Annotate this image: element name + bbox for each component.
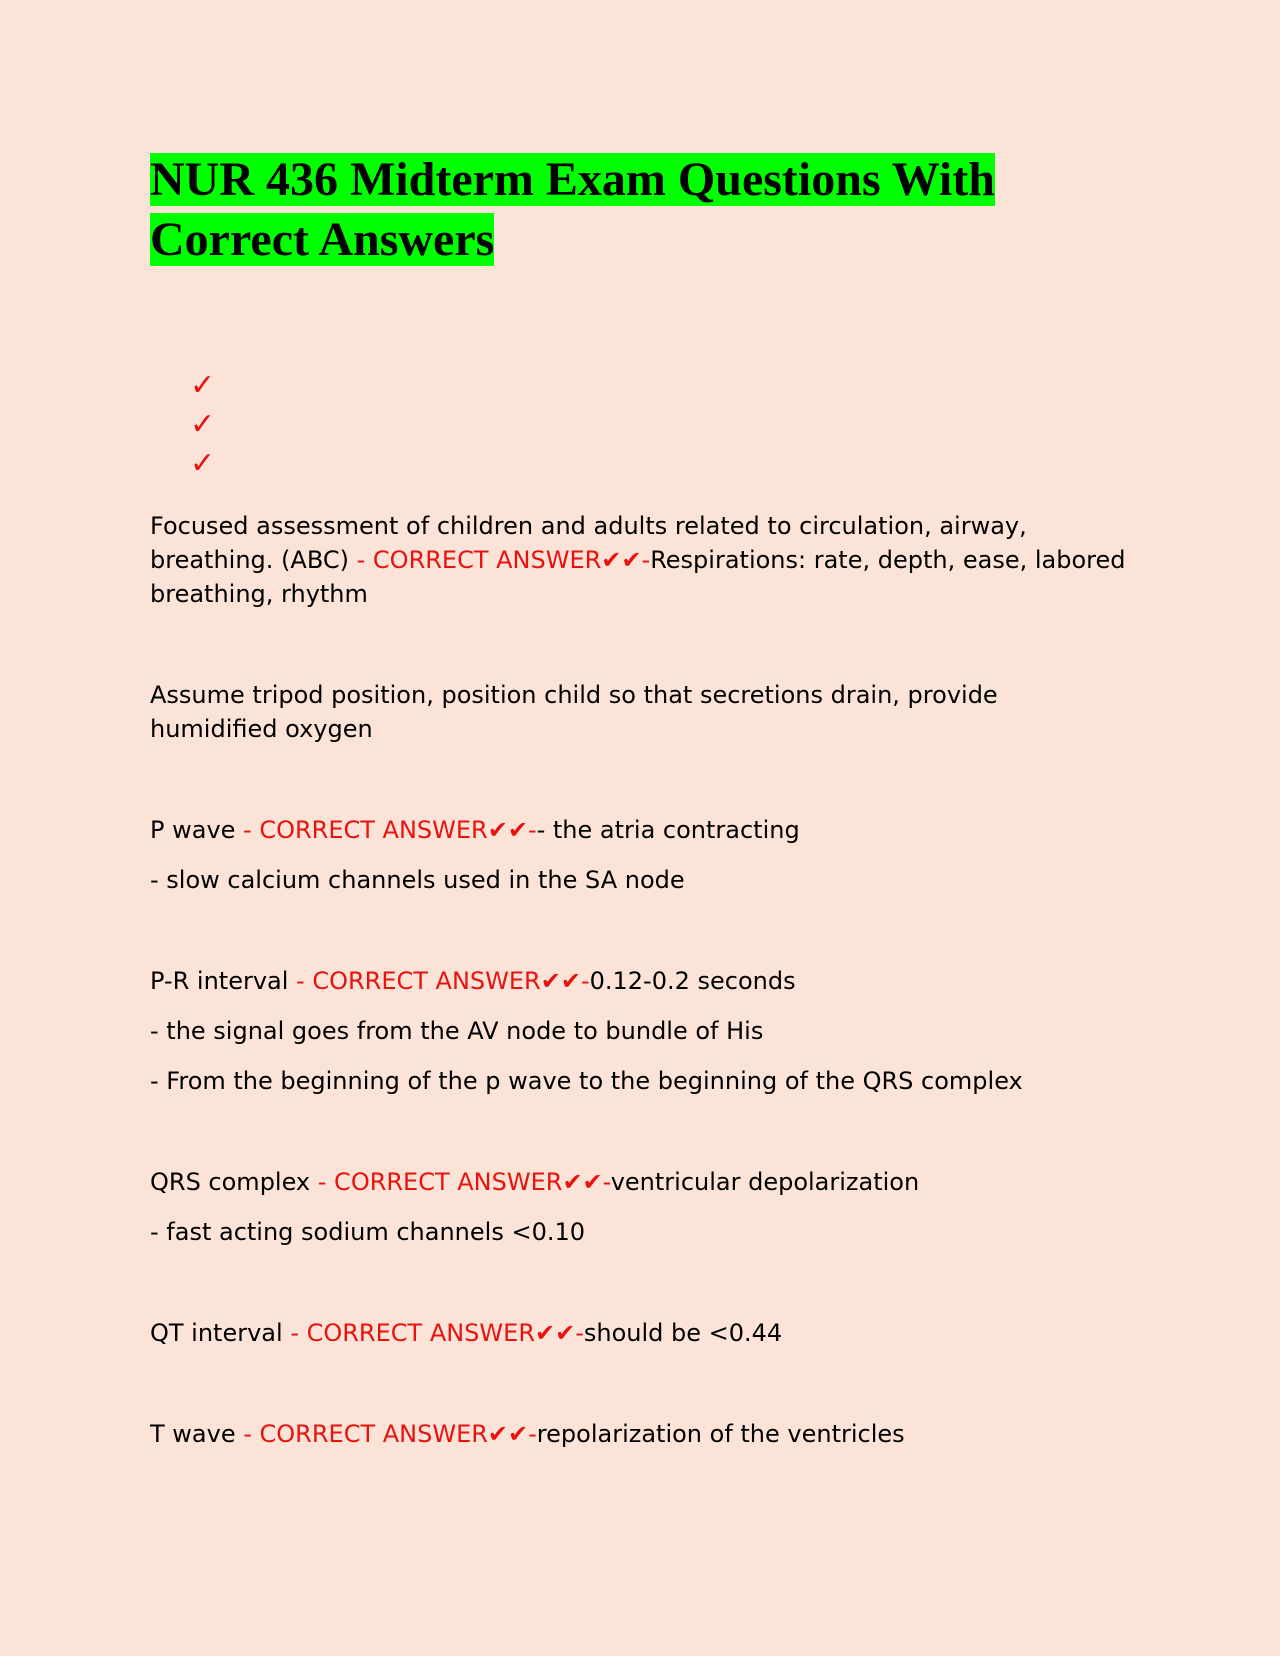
checkmark-list	[150, 366, 1130, 483]
question-text: QRS complex	[150, 1168, 318, 1196]
qa-item-qrs-complex	[150, 1165, 1130, 1249]
question-text: P-R interval	[150, 967, 297, 995]
document-page	[150, 150, 1130, 1451]
qa-line	[150, 964, 1130, 998]
answer-text: Respirations: rate, depth, ease, labored breathing, rhythm	[150, 546, 1126, 608]
qa-item-pr-interval	[150, 964, 1130, 1098]
qa-line	[150, 509, 1130, 611]
qa-line	[150, 1316, 1130, 1350]
answer-text: should be <0.44	[583, 1319, 783, 1347]
answer-text: - the atria contracting	[536, 816, 800, 844]
question-text: T wave	[150, 1420, 244, 1448]
answer-text: ventricular depolarization	[610, 1168, 920, 1196]
qa-item-qt-interval	[150, 1316, 1130, 1350]
qa-line	[150, 1165, 1130, 1199]
correct-answer-marker: - CORRECT ANSWER✔✔-	[356, 546, 651, 574]
checkmark-icon: ✓	[190, 368, 216, 403]
question-text: Focused assessment of children and adults related to circulation, airway, breathing. (ABC)	[150, 512, 1027, 574]
correct-answer-marker: - CORRECT ANSWER✔✔-	[296, 967, 590, 995]
correct-answer-marker: - CORRECT ANSWER✔✔-	[290, 1319, 584, 1347]
answer-detail: - slow calcium channels used in the SA node	[150, 866, 685, 894]
correct-answer-marker: - CORRECT ANSWER✔✔-	[317, 1168, 611, 1196]
qa-item-abc-assessment	[150, 509, 1130, 611]
document-title	[150, 150, 1130, 270]
correct-answer-marker: - CORRECT ANSWER✔✔-	[243, 816, 537, 844]
qa-line	[150, 678, 1130, 746]
question-text: Assume tripod position, position child so that secretions drain, provide humidified oxygen	[150, 681, 998, 743]
question-text: QT interval	[150, 1319, 291, 1347]
answer-text: 0.12-0.2 seconds	[589, 967, 796, 995]
qa-item-tripod-position	[150, 678, 1130, 746]
checkmark-icon: ✓	[190, 446, 216, 481]
qa-line	[150, 1417, 1130, 1451]
answer-text: repolarization of the ventricles	[536, 1420, 905, 1448]
answer-detail: - From the beginning of the p wave to the beginning of the QRS complex	[150, 1067, 1023, 1095]
answer-detail: - fast acting sodium channels <0.10	[150, 1218, 585, 1246]
qa-item-p-wave	[150, 813, 1130, 897]
checkmark-icon: ✓	[190, 407, 216, 442]
correct-answer-marker: - CORRECT ANSWER✔✔-	[243, 1420, 537, 1448]
answer-detail: - the signal goes from the AV node to bundle of His	[150, 1017, 764, 1045]
title-line-1: NUR 436 Midterm Exam Questions With	[150, 153, 995, 206]
qa-item-t-wave	[150, 1417, 1130, 1451]
qa-line	[150, 813, 1130, 847]
question-text: P wave	[150, 816, 244, 844]
title-line-2: Correct Answers	[150, 213, 495, 266]
